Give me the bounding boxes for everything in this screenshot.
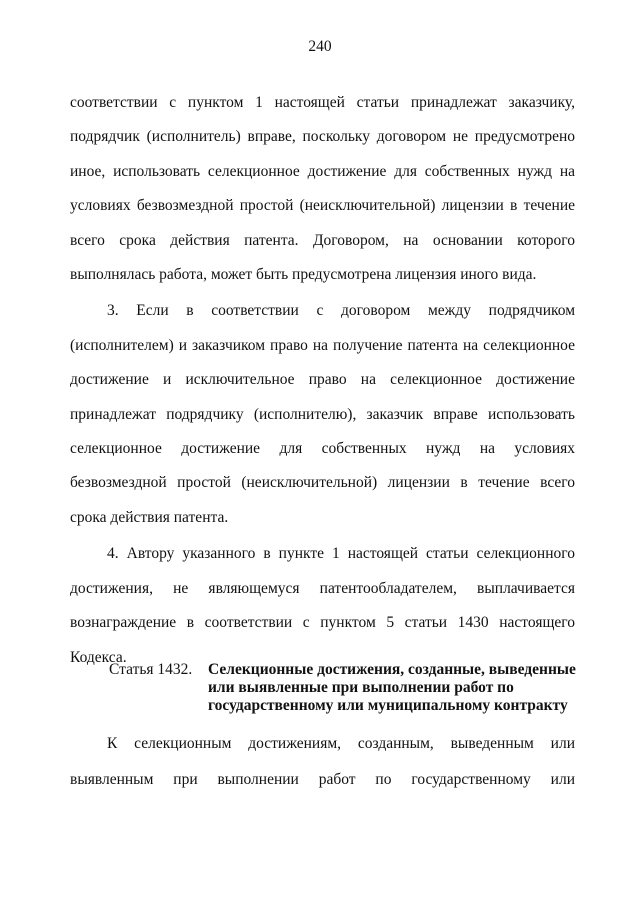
article-heading bbox=[109, 661, 579, 715]
article-body bbox=[70, 726, 575, 798]
article-title: Селекционные достижения, созданные, выведенные или выявленные при выполнении работ по государственному или муниципальному контракту bbox=[208, 661, 576, 714]
document-body bbox=[70, 86, 575, 675]
page-number: 240 bbox=[308, 38, 332, 55]
paragraph-continuation: соответствии с пунктом 1 настоящей статьи принадлежат заказчику, подрядчик (исполнитель) вправе, поскольку договором не предусмотрено иное, использовать селекционное достижение для собственных нужд на условиях безвозмездной простой (неисключительной) лицензии в течение всего срока действия патента. Договором, на основании которого выполнялась работа, может быть предусмотрена лицензия иного вида. bbox=[70, 94, 575, 284]
article-number: Статья 1432. bbox=[109, 661, 193, 678]
paragraph-article-start: К селекционным достижениям, созданным, выведенным или выявленным при выполнении работ по государственному или bbox=[70, 735, 575, 788]
paragraph-item-3: 3. Если в соответствии с договором между подрядчиком (исполнителем) и заказчиком право на получение патента на селекционное достижение и исключительное право на селекционное достижение принадлежат подрядчику (исполнителю), заказчик вправе использовать селекционное достижение для собственных нужд на условиях безвозмездной простой (неисключительной) лицензии в течение всего срока действия патента. bbox=[70, 302, 575, 526]
paragraph-item-4: 4. Автору указанного в пункте 1 настоящей статьи селекционного достижения, не являющемуся патентообладателем, выплачивается вознаграждение в соответствии с пунктом 5 статьи 1430 настоящего Кодекса. bbox=[70, 545, 575, 666]
